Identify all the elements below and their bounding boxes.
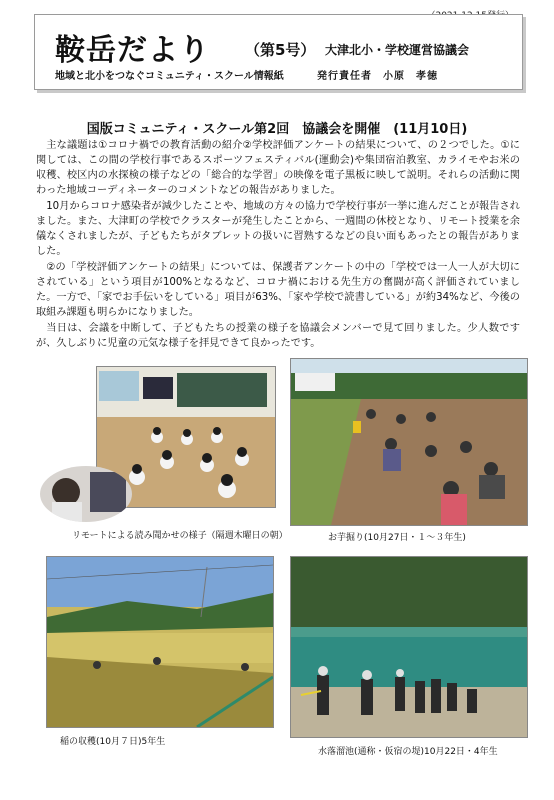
newsletter-subtitle: 地域と北小をつなぐコミュニティ・スクール情報紙 xyxy=(55,71,284,82)
photo-remote-inset xyxy=(40,466,132,522)
article-body xyxy=(36,138,520,352)
photo-caption: お芋掘り(10月27日・１～３年生) xyxy=(328,533,466,543)
paragraph: 10月からコロナ感染者が減少したことや、地域の方々の協力で学校行事が一挙に進んだことが報告されました。また、大津町の学校でクラスターが発生したことから、一週間の休校となり、リモート授業を余儀なくされましたが、子どもたちがタブレットの扱いに習熟するなどの良い面もあったとの報告がありました。 xyxy=(36,201,520,257)
issue-number: （第5号） xyxy=(245,41,316,59)
paragraph: 当日は、会議を中断して、子どもたちの授業の様子を協議会メンバーで見て回りました。少人数ですが、久しぶりに児童の元気な様子を拝見できて良かったです。 xyxy=(36,323,520,349)
paragraph: ②の「学校評価アンケートの結果」については、保護者アンケートの中の「学校では一人一人が大切にされている」という項目が100%となるなど、コロナ禍における先生方の奮闘が高く評価されていました。一方で、「家でお手伝いをしている」項目が63%、「家や学校で読書している」が約34%など、今後の取組み課題も明らかになりました。 xyxy=(36,262,520,318)
photo-caption: リモートによる読み聞かせの様子（隔週木曜日の朝） xyxy=(72,531,288,541)
photo-caption: 稲の収穫(10月７日)5年生 xyxy=(60,737,166,747)
organization-name: 大津北小・学校運営協議会 xyxy=(325,43,470,57)
photo-caption: 水落溜池(通称・仮宿の堤)10月22日・4年生 xyxy=(318,747,498,757)
photo-reservoir xyxy=(290,556,528,738)
paragraph: 主な議題は①コロナ禍での教育活動の紹介②学校評価アンケートの結果について、の２つでした。①に関しては、この間の学校行事であるスポーツフェスティバル(運動会)や集団宿泊教室、カライモやお米の収穫、校区内の水探検の様子などの「総合的な学習」の映像を電子黒板に映して説明。それらの活動に関わった地域コーディネーターのコメントなどの報告がありました。 xyxy=(36,140,520,196)
photo-rice-harvest xyxy=(46,556,274,728)
publisher: 発行責任者 小原 孝徳 xyxy=(317,71,438,82)
newsletter-header xyxy=(34,14,523,90)
newsletter-title: 鞍岳だより xyxy=(55,33,210,68)
article-headline: 国版コミュニティ・スクール第2回 協議会を開催 (11月10日) xyxy=(86,122,468,137)
photo-potato-digging xyxy=(290,358,528,526)
